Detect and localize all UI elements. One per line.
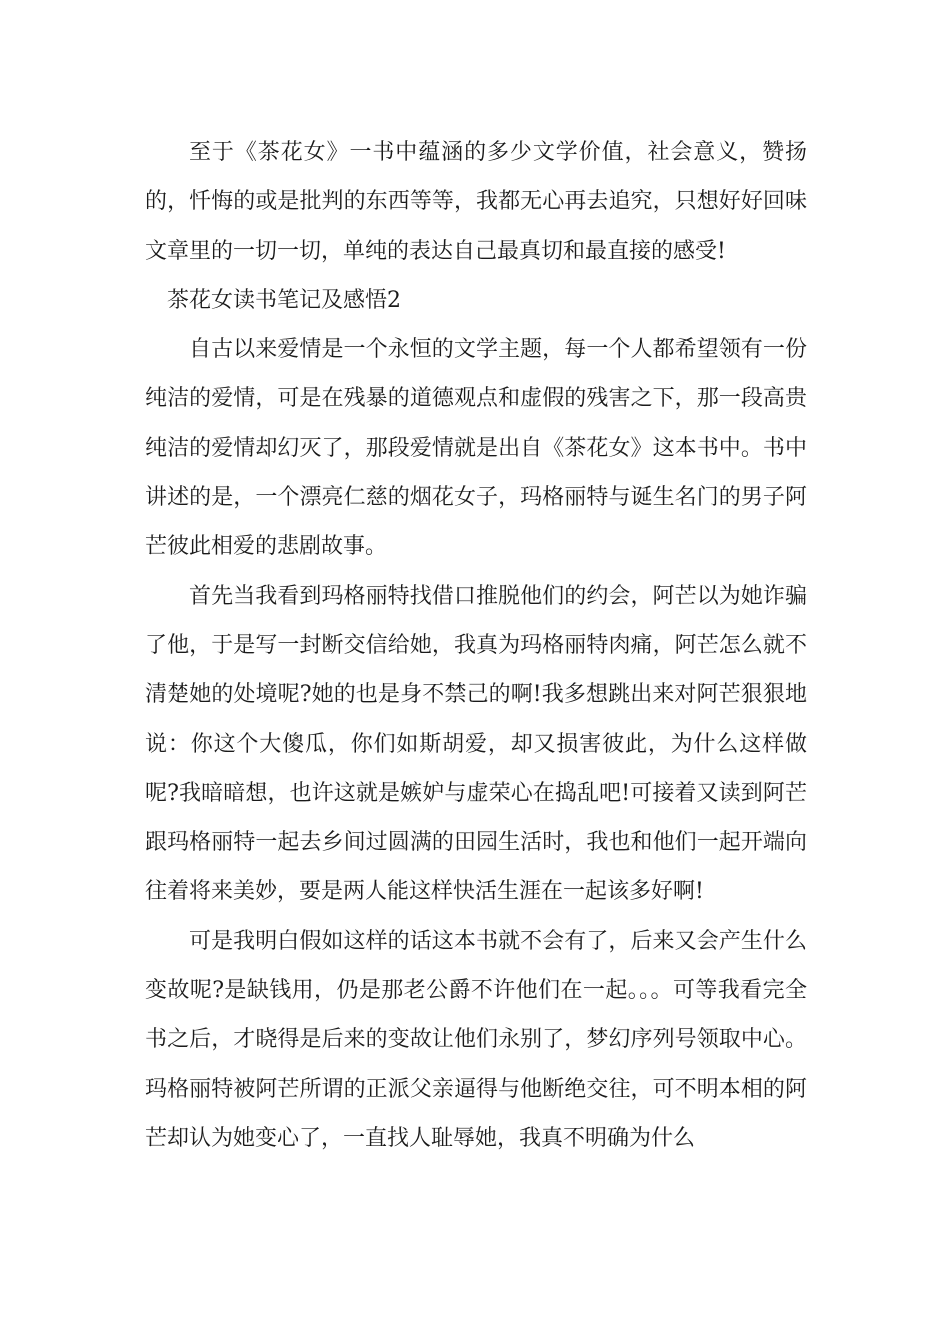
paragraph-1: 至于《茶花女》一书中蕴涵的多少文学价值，社会意义，赞扬的，忏悔的或是批判的东西等等，我都无心再去追究，只想好好回味文章里的一切一切，单纯的表达自己最真切和最直接的感受! <box>145 140 807 264</box>
section-heading: 茶花女读书笔记及感悟2 <box>167 287 401 313</box>
paragraph-4: 可是我明白假如这样的话这本书就不会有了，后来又会产生什么变故呢?是缺钱用，仍是那老公爵不许他们在一起。。。可等我看完全书之后，才晓得是后来的变故让他们永别了，梦幻序列号领取中心。玛格丽特被阿芒所谓的正派父亲逼得与他断绝交往，可不明本相的阿芒却认为她变心了，一直找人耻辱她，我真不明确为什么 <box>145 928 807 1151</box>
paragraph-3: 首先当我看到玛格丽特找借口推脱他们的约会，阿芒以为她诈骗了他，于是写一封断交信给她，我真为玛格丽特肉痛，阿芒怎么就不清楚她的处境呢?她的也是身不禁己的啊!我多想跳出来对阿芒狠狠地说：你这个大傻瓜，你们如斯胡爱，却又损害彼此，为什么这样做呢?我暗暗想，也许这就是嫉妒与虚荣心在捣乱吧!可接着又读到阿芒跟玛格丽特一起去乡间过圆满的田园生活时，我也和他们一起开端向往着将来美妙，要是两人能这样快活生涯在一起该多好啊! <box>145 583 807 905</box>
paragraph-2: 自古以来爱情是一个永恒的文学主题，每一个人都希望领有一份纯洁的爱情，可是在残暴的道德观点和虚假的残害之下，那一段高贵纯洁的爱情却幻灭了，那段爱情就是出自《茶花女》这本书中。书中讲述的是，一个漂亮仁慈的烟花女子，玛格丽特与诞生名门的男子阿芒彼此相爱的悲剧故事。 <box>145 337 807 560</box>
document-body <box>145 128 807 1163</box>
